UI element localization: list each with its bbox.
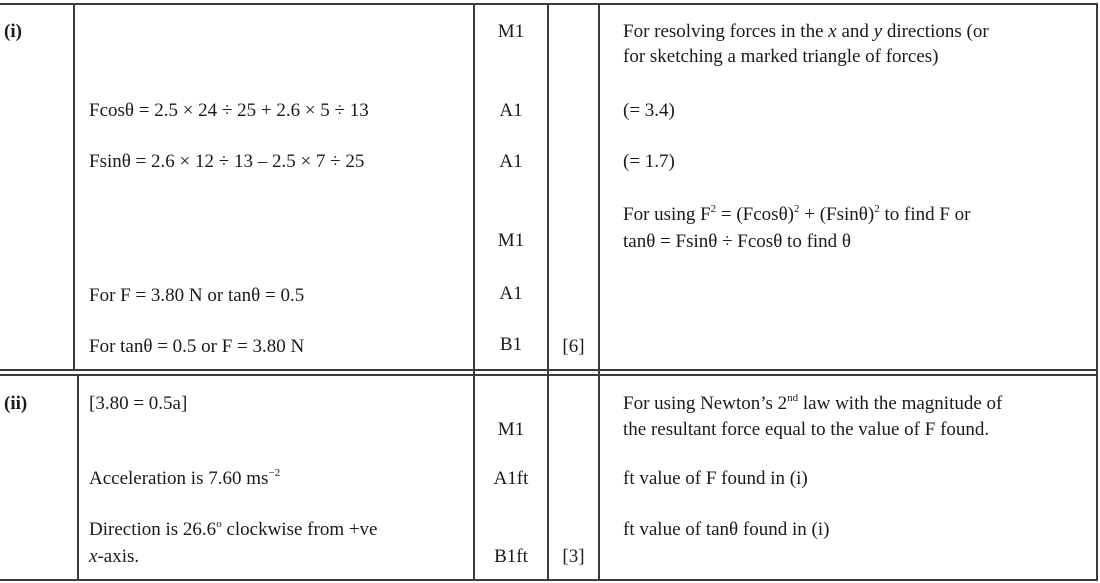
section-divider-bottom: [0, 374, 1098, 376]
mark: B1ft: [494, 546, 528, 567]
guidance-text: the resultant force equal to the value of F found.: [623, 419, 990, 440]
col-divider-label: [77, 374, 79, 581]
working-line: Acceleration is 7.60 $ms^{-2}$: [89, 467, 281, 489]
table-right-border: [1096, 3, 1098, 581]
guidance-text: ft value of F found in (i): [623, 468, 808, 489]
guidance-text: tanθ = Fsinθ ÷ Fcosθ to find θ: [623, 231, 852, 252]
guidance-text: (= 1.7): [623, 151, 675, 172]
mark: A1: [499, 100, 523, 121]
mark: M1: [497, 419, 525, 440]
mark: M1: [497, 230, 525, 251]
section-divider-top: [0, 369, 1098, 371]
guidance-text: (= 3.4): [623, 100, 675, 121]
working-line: For F = 3.80 N or tanθ = 0.5: [89, 285, 305, 306]
guidance-text: for sketching a marked triangle of forces): [623, 46, 939, 67]
working-line: x-axis.: [89, 546, 140, 567]
mark: A1: [499, 151, 523, 172]
col-divider-mark: [547, 3, 549, 581]
working-line: Direction is 26.6$^o$ clockwise from +ve: [89, 518, 378, 540]
working-line: For tanθ = 0.5 or F = 3.80 N: [89, 336, 305, 357]
total-marks: [6]: [562, 336, 585, 357]
guidance-text: For using $F^2 = (Fcos\theta)^2 + (Fsin\theta)^2$ to find F or: [623, 203, 971, 225]
part-label: (i): [4, 21, 22, 42]
working-line: Fsinθ = 2.6 × 12 ÷ 13 – 2.5 × 7 ÷ 25: [89, 151, 365, 172]
mark: A1: [499, 283, 523, 304]
col-divider-total: [598, 3, 600, 581]
guidance-text: ft value of tanθ found in (i): [623, 519, 830, 540]
guidance-text: For using Newton’s 2nd law with the magnitude of: [623, 392, 1003, 414]
working-line: [3.80 = 0.5a]: [89, 393, 188, 414]
mark: A1ft: [493, 468, 529, 489]
guidance-text: For resolving forces in the x and y directions (or: [623, 21, 989, 42]
col-divider-label: [73, 3, 75, 371]
mark: M1: [497, 21, 525, 42]
total-marks: [3]: [562, 546, 585, 567]
table-top-border: [0, 3, 1098, 5]
mark: B1: [499, 334, 523, 355]
table-bottom-border: [0, 579, 1098, 581]
working-line: Fcosθ = 2.5 × 24 ÷ 25 + 2.6 × 5 ÷ 13: [89, 100, 369, 121]
part-label: (ii): [4, 393, 28, 414]
